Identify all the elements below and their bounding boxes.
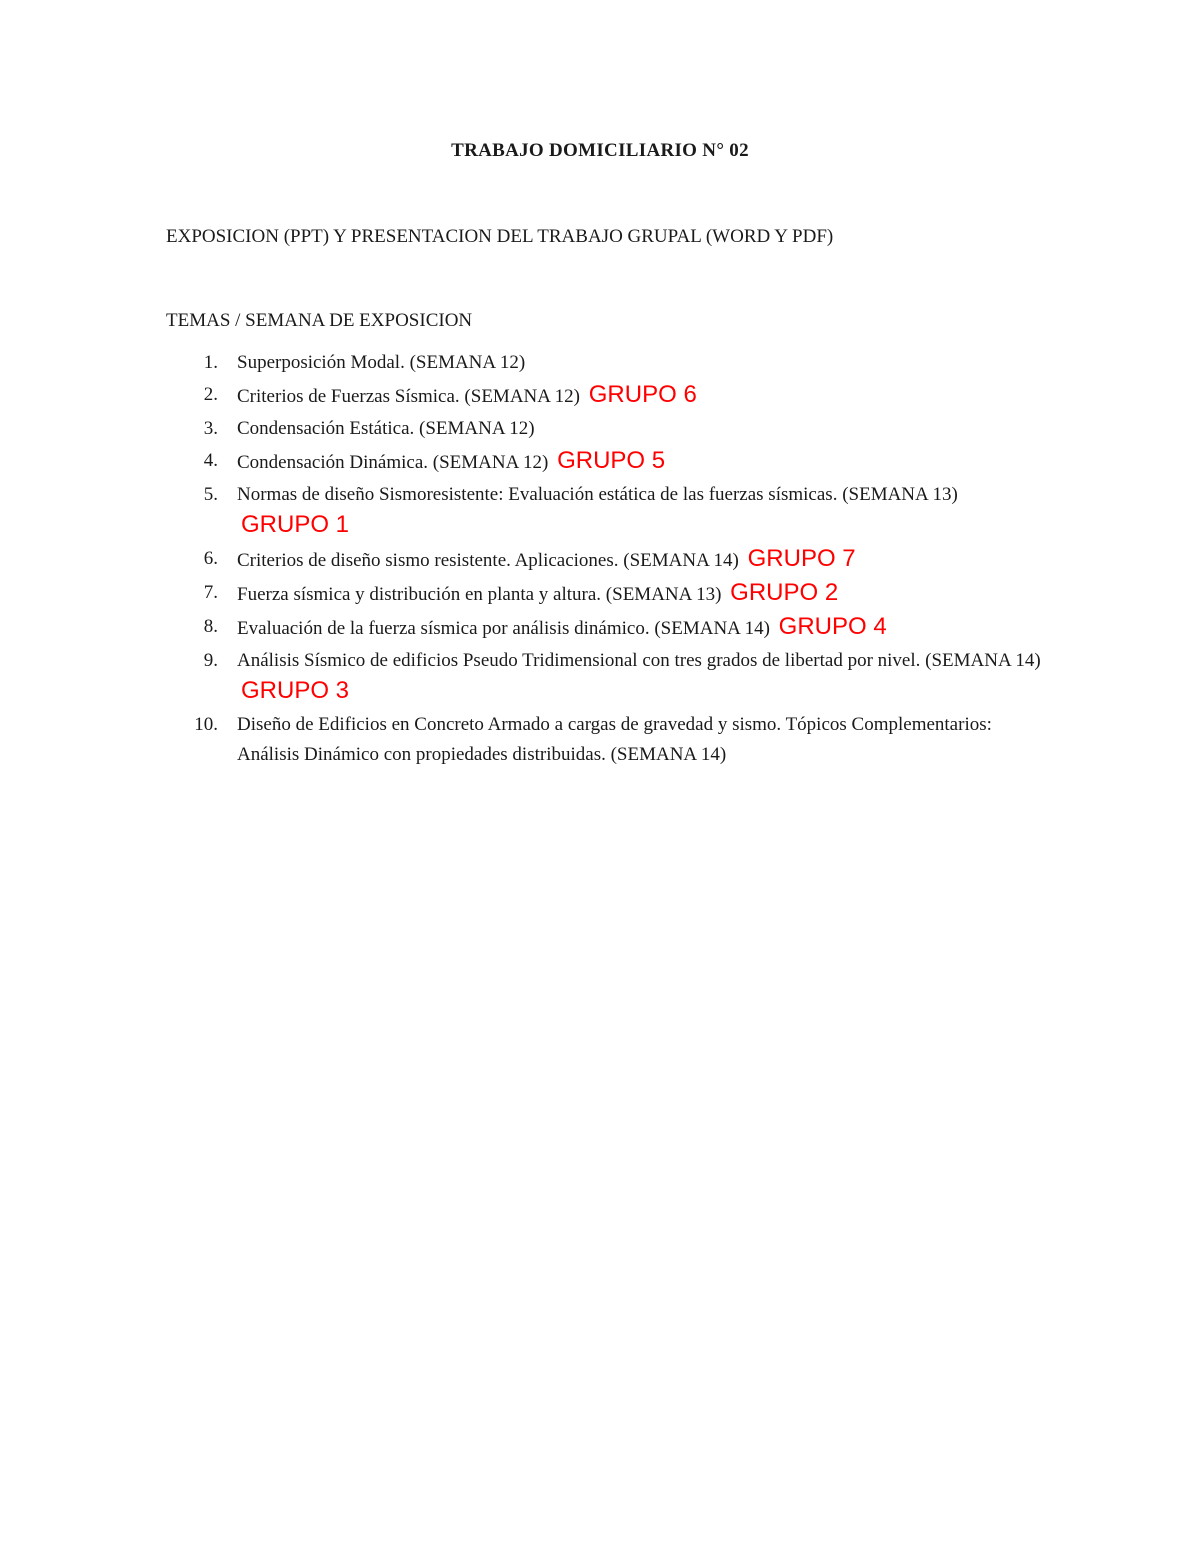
list-item <box>166 446 1046 478</box>
list-item <box>166 414 1046 444</box>
item-text: Criterios de Fuerzas Sísmica. (SEMANA 12) <box>237 386 581 407</box>
item-number: 8. <box>203 616 218 637</box>
item-number: 7. <box>203 582 218 603</box>
group-label: GRUPO 6 <box>588 381 697 408</box>
item-text: Normas de diseño Sismoresistente: Evaluación estática de las fuerzas sísmicas. (SEMANA 13) <box>237 484 958 505</box>
item-text: Superposición Modal. (SEMANA 12) <box>237 352 526 373</box>
group-label: GRUPO 1 <box>241 511 350 538</box>
item-text: Condensación Estática. (SEMANA 12) <box>237 418 535 439</box>
section-heading: TEMAS / SEMANA DE EXPOSICION <box>166 310 473 331</box>
item-text: Evaluación de la fuerza sísmica por análisis dinámico. (SEMANA 14) <box>237 618 770 639</box>
item-number: 10. <box>194 714 218 735</box>
item-number: 1. <box>203 352 218 373</box>
list-item <box>166 480 1046 542</box>
item-number: 5. <box>203 484 218 505</box>
item-number: 6. <box>203 548 218 569</box>
topics-list <box>166 348 1046 772</box>
item-number: 9. <box>203 650 218 671</box>
group-label: GRUPO 7 <box>747 545 856 572</box>
document-title: TRABAJO DOMICILIARIO N° 02 <box>451 140 749 161</box>
group-label: GRUPO 3 <box>241 677 350 704</box>
item-text: Criterios de diseño sismo resistente. Aplicaciones. (SEMANA 14) <box>237 550 739 571</box>
item-number: 2. <box>203 384 218 405</box>
list-item <box>166 380 1046 412</box>
group-label: GRUPO 2 <box>730 579 839 606</box>
list-item <box>166 612 1046 644</box>
group-label: GRUPO 4 <box>778 613 887 640</box>
document-subtitle: EXPOSICION (PPT) Y PRESENTACION DEL TRABAJO GRUPAL (WORD Y PDF) <box>166 226 834 247</box>
item-number: 4. <box>203 450 218 471</box>
item-text: Análisis Sísmico de edificios Pseudo Tridimensional con tres grados de libertad por nivel. (SEMANA 14) <box>237 650 1041 671</box>
list-item <box>166 646 1046 708</box>
list-item <box>166 710 1046 770</box>
group-label: GRUPO 5 <box>557 447 666 474</box>
item-number: 3. <box>203 418 218 439</box>
item-text: Fuerza sísmica y distribución en planta y altura. (SEMANA 13) <box>237 584 722 605</box>
item-text: Diseño de Edificios en Concreto Armado a cargas de gravedad y sismo. Tópicos Complementarios: Análisis Dinámico con propiedades distribuidas. (SEMANA 14) <box>237 714 992 765</box>
list-item <box>166 578 1046 610</box>
item-text: Condensación Dinámica. (SEMANA 12) <box>237 452 549 473</box>
list-item <box>166 348 1046 378</box>
list-item <box>166 544 1046 576</box>
